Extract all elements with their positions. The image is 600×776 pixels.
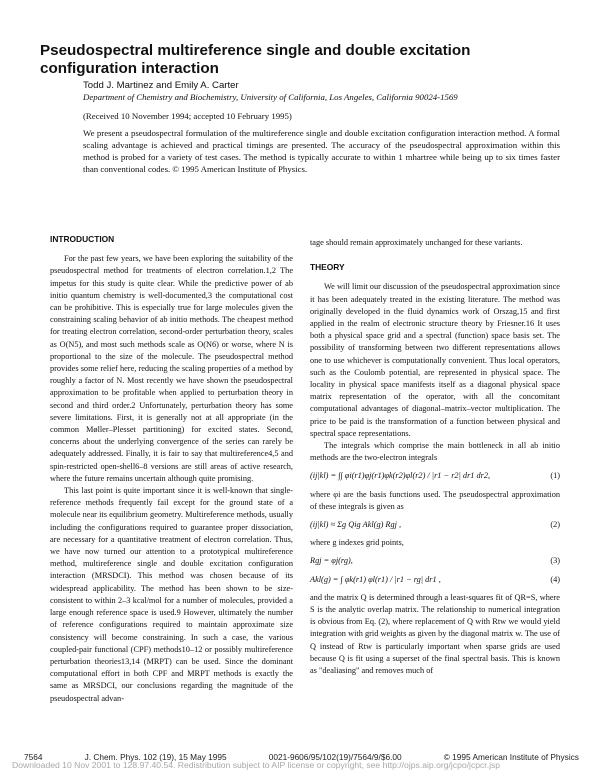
- paper-title: Pseudospectral multireference single and double excitation configuration interaction: [40, 42, 471, 77]
- right-column: [310, 237, 560, 677]
- equation-3-body: Rgj = φj(rg),: [310, 556, 353, 566]
- equation-4-body: Akl(g) = ∫ φk(r1) φl(r1) / |r1 − rg| dr1 ,: [310, 574, 441, 584]
- download-watermark: Downloaded 10 Nov 2001 to 128.97.40.54. Redistribution subject to AIP license or copyright, see http://ojps.aip.org/jcpo/jcpcr.jsp: [12, 760, 501, 770]
- theory-paragraph-4: where g indexes grid points,: [310, 538, 404, 548]
- intro-paragraph-2: This last point is quite important since it is well-known that single-reference methods frequently fail except for the ground state of a molecule near its equilibrium geometry. Multireference methods, usually including the configurations required to guarantee proper dissociation, are necessary for a quantitative treatment of electron correlation. Thus, we have now turned our attention to a prototypical multireference method, multireference single and double excitation configuration interaction (MRSDCI). This method was chosen because of its widespread applicability. The method has been shown to be size-consistent to within 2–3 kcal/mol for a number of molecules, provided a large enough reference space is used.9 However, ultimately the number of reference configurations required to maintain approximate size consistency will become constraining. In such a case, the various coupled-pair functional (CPF) methods10–12 or possibly multireference perturbation theories13,14 (MRPT) can be used. Since the dominant computational effort in both CPF and MRPT methods is exactly the same as MRSDCI, our conclusions regarding the magnitude of the pseudospectral advan-: [50, 486, 293, 703]
- authors: Todd J. Martinez and Emily A. Carter: [83, 80, 239, 91]
- equation-2-number: (2): [550, 520, 560, 530]
- equation-4: [310, 574, 560, 586]
- affiliation: Department of Chemistry and Biochemistry, University of California, Los Angeles, California 90024-1569: [83, 92, 458, 102]
- intro-heading: INTRODUCTION: [50, 234, 115, 244]
- intro-continuation: tage should remain approximately unchanged for these variants.: [310, 238, 523, 247]
- page-number: 7564: [24, 752, 43, 762]
- equation-2-body: (ij|kl) ≈ Σg Qig Akl(g) Rgj ,: [310, 520, 402, 530]
- equation-1: [310, 470, 560, 482]
- journal-citation: J. Chem. Phys. 102 (19), 15 May 1995: [84, 752, 227, 762]
- equation-4-number: (4): [550, 574, 560, 584]
- left-column: [50, 233, 293, 705]
- abstract: We present a pseudospectral formulation of the multireference single and double excitation configuration interaction method. A formal scaling advantage is achieved and practical timings are presented. The accuracy of the pseudospectral approximation within this method is probed for a variety of test cases. The method is typically accurate to within 1 mhartree while being up to six times faster than conventional codes. © 1995 American Institute of Physics.: [83, 128, 560, 175]
- theory-paragraph-2: The integrals which comprise the main bottleneck in all ab initio methods are the two-electron integrals: [310, 441, 560, 463]
- copyright-notice: © 1995 American Institute of Physics: [443, 752, 579, 762]
- equation-2: [310, 519, 560, 531]
- theory-heading: THEORY: [310, 262, 345, 273]
- theory-paragraph-3: where φi are the basis functions used. The pseudospectral approximation of these integrals is given as: [310, 489, 560, 511]
- article-code: 0021-9606/95/102(19)/7564/9/$6.00: [268, 752, 402, 762]
- equation-1-body: (ij|kl) = ∫∫ φi(r1)φj(r1)φk(r2)φl(r2) / |r1 − r2| dr1 dr2,: [310, 471, 491, 481]
- equation-3: [310, 555, 560, 567]
- equation-3-number: (3): [550, 556, 560, 566]
- received-dates: (Received 10 November 1994; accepted 10 February 1995): [83, 111, 292, 121]
- equation-1-number: (1): [550, 471, 560, 481]
- theory-paragraph-1: We will limit our discussion of the pseudospectral approximation since it has been adequately treated in the existing literature. The method was originally developed in the fluid dynamics work of Orszag,15 and first applied in the realm of electronic structure theory by Friesner.16 It uses both a physical space grid and a spectral (function) space basis set. The possibility of transforming between two different representations allows one to use whichever is computationally convenient. Thus local operators, such as the Coulomb potential, are represented in physical space. The locality in physical space manifests itself as a diagonal physical space matrix representation of the operator, with all the concomitant computational advantages of diagonal–matrix–vector multiplication. The price to be paid is the transformation of a function between physical and spectral space representations.: [310, 282, 560, 438]
- intro-paragraph-1: For the past few years, we have been exploring the suitability of the pseudospectral method for treatments of electron correlation.1,2 The impetus for this study is quite clear. While the predictive power of ab initio quantum chemistry is well-documented,3 the computational cost can be prohibitive. This is especially true for large molecules given the constraining scaling behavior of ab initio methods. The cheapest method for treating electron correlation, second-order perturbation theory, scales as O(N5), and most such methods scale as O(N6) or worse, where N is proportional to the size of the molecule. The pseudospectral method provides some relief here, reducing the scaling properties of a method by roughly a factor of N. Most recently we have shown the pseudospectral approximation to be profitable when applied to perturbation theory in second and third order.2 Unfortunately, perturbation theory has some severe limitations. First, it is generally not at all appropriate (in the common Møller–Plesset partitioning) for excited states. Second, concerns about the underlying convergence of the series can rarely be adequately addressed. Finally, it is fair to say that multireference4,5 and spin-restricted open-shell6–8 versions are still areas of active research, where the future remains uncertain although quite promising.: [50, 254, 293, 483]
- theory-paragraph-5: and the matrix Q is determined through a least-squares fit of QR=S, where S is the analytic overlap matrix. The relationship to numerical integration is obvious from Eq. (2), where replacement of Q with Rtw we would yield integration with grid weights as given by the diagonal matrix w. The use of Q instead of Rtw is particularly important when sparse grids are used because Q is fit using a superset of the final spectral basis. This is known as "dealiasing" and removes much of: [310, 592, 560, 676]
